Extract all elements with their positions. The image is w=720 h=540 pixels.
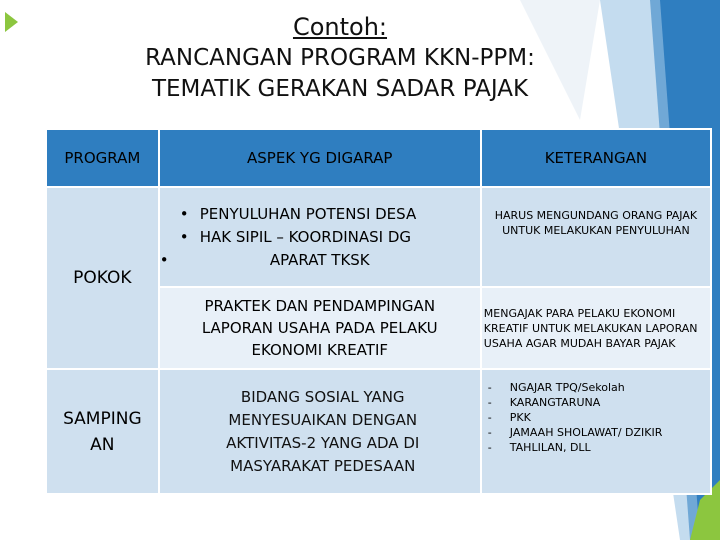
aspek-praktek <box>159 287 481 369</box>
aspek-bullet-list <box>160 203 480 272</box>
keterangan-praktek: MENGAJAK PARA PELAKU EKONOMI KREATIF UNTUK MELAKUKAN LAPORAN USAHA AGAR MUDAH BAYAR PAJAK <box>481 287 711 369</box>
program-sampingan <box>46 369 159 494</box>
list-item-continuation: • APARAT TKSK <box>160 249 480 272</box>
title-line-3: TEMATIK GERAKAN SADAR PAJAK <box>151 76 529 102</box>
kegiatan-list <box>482 380 710 455</box>
table-header-row <box>46 129 711 187</box>
program-pokok: POKOK <box>46 187 159 369</box>
table-row-pokok-1 <box>46 187 711 287</box>
keterangan-penyuluhan: HARUS MENGUNDANG ORANG PAJAK UNTUK MELAKUKAN PENYULUHAN <box>481 187 711 287</box>
list-item: - JAMAAH SHOLAWAT/ DZIKIR <box>488 425 710 440</box>
list-item: - PKK <box>488 410 710 425</box>
aspek-sosial <box>159 369 481 494</box>
list-item: - TAHLILAN, DLL <box>488 440 710 455</box>
aspek-praktek-text: PRAKTEK DAN PENDAMPINGAN LAPORAN USAHA PADA PELAKU EKONOMI KREATIF <box>201 297 438 359</box>
aspek-penyuluhan <box>159 187 481 287</box>
list-item: - KARANGTARUNA <box>488 395 710 410</box>
sampingan-label-2: AN <box>90 434 115 455</box>
header-program: PROGRAM <box>46 129 159 187</box>
list-item: • HAK SIPIL – KOORDINASI DG <box>180 226 480 249</box>
table-row-sampingan <box>46 369 711 494</box>
aspek-sosial-text: BIDANG SOSIAL YANG MENYESUAIKAN DENGAN AKTIVITAS-2 YANG ADA DI MASYARAKAT PEDESAAN <box>226 387 420 475</box>
list-item: - NGAJAR TPQ/Sekolah <box>488 380 710 395</box>
keterangan-sampingan <box>481 369 711 494</box>
program-table <box>45 128 712 495</box>
title-line-2: RANCANGAN PROGRAM KKN-PPM: <box>145 45 535 71</box>
list-item: • PENYULUHAN POTENSI DESA <box>180 203 480 226</box>
header-keterangan: KETERANGAN <box>481 129 711 187</box>
sampingan-label-1: SAMPING <box>63 408 142 429</box>
title-line-1: Contoh: <box>292 13 388 41</box>
header-aspek: ASPEK YG DIGARAP <box>159 129 481 187</box>
deco-green-arrow <box>5 12 18 32</box>
slide-title <box>60 12 620 105</box>
